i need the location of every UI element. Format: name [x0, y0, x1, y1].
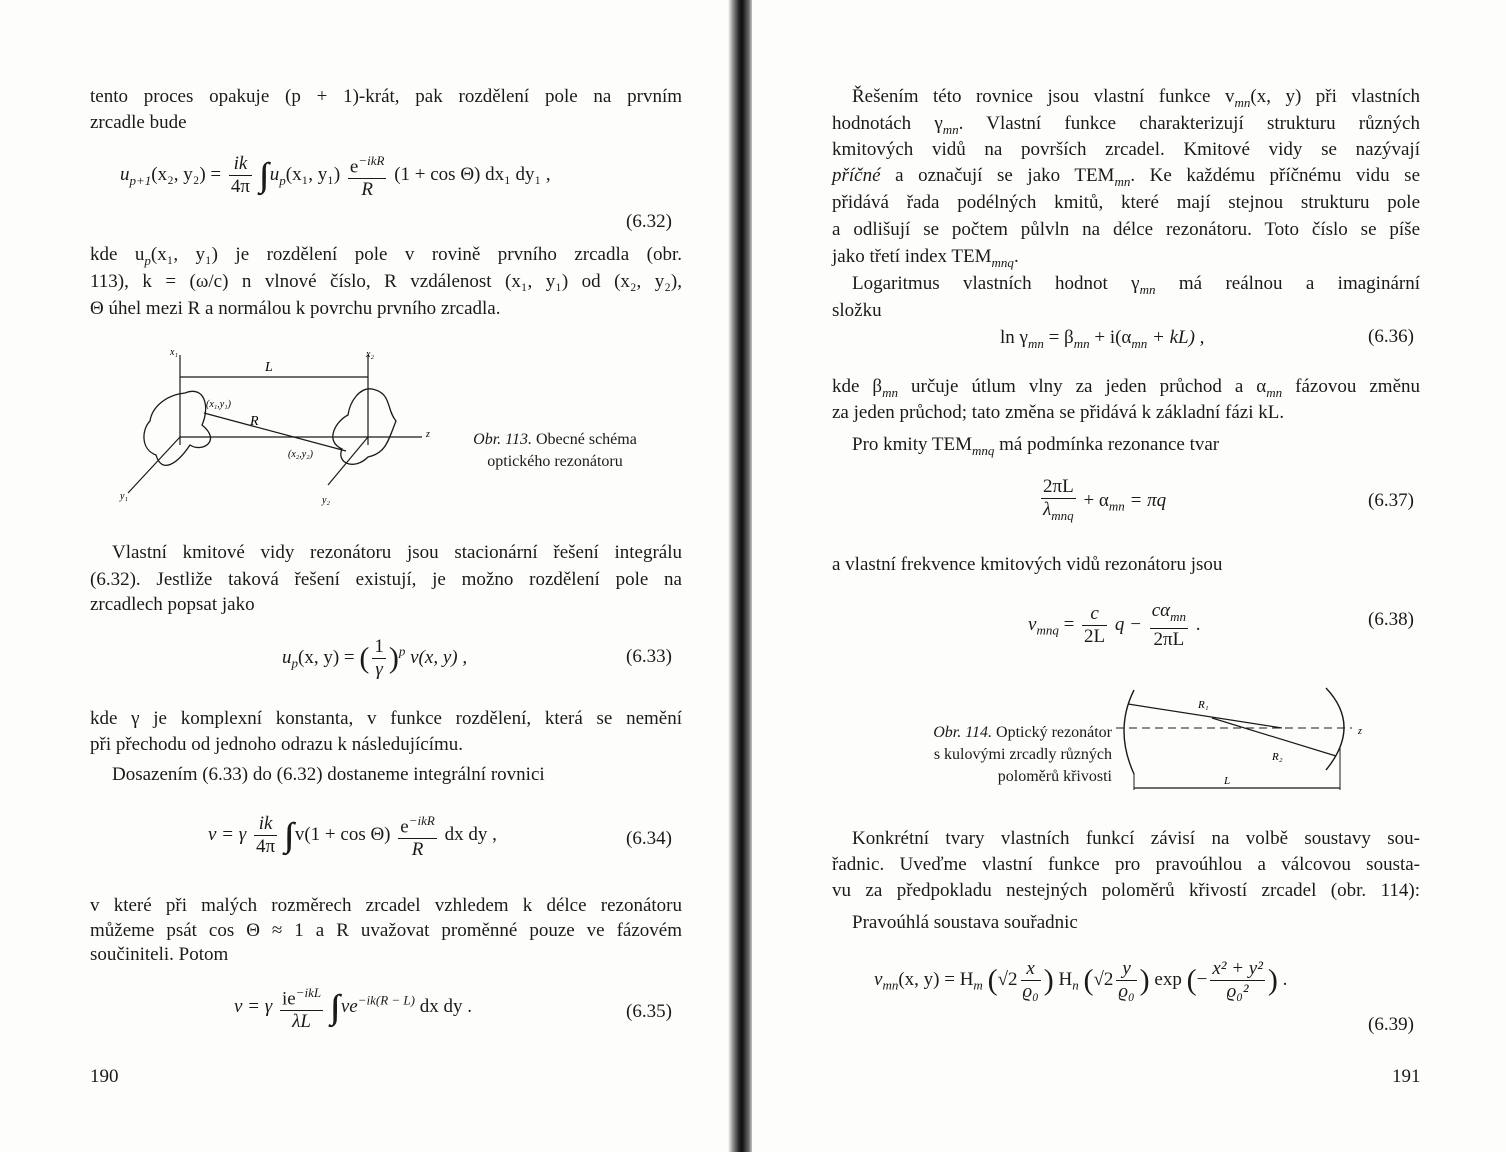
eq-minus: − — [1196, 968, 1208, 990]
text-segment: za jeden průchod; tato změna se přidává k základní fázi kL. — [832, 402, 1285, 423]
eq-subscript: n — [1072, 977, 1079, 993]
eq-denominator: γ — [375, 659, 383, 680]
text-segment: Dosazením (6.33) do (6.32) dostaneme integrální rovnici — [112, 764, 545, 785]
text-segment: kmitových vidů na površích zrcadel. Kmitové vidy se nazývají — [832, 139, 1420, 160]
eq-subscript: mn — [882, 977, 899, 993]
eq-integrand: v(1 + cos Θ) — [294, 824, 391, 846]
caption-line: poloměrů křivosti — [997, 768, 1112, 785]
text-line: zrcadle bude — [90, 112, 187, 133]
eq-args: (x₁, y₁) — [285, 164, 341, 186]
eq-numerator: 1 — [374, 636, 384, 657]
paragraph-line — [832, 190, 1420, 216]
paragraph-line — [852, 826, 1420, 852]
equation-6-36 — [1000, 326, 1204, 356]
text-segment: . — [1013, 246, 1019, 267]
paragraph-line — [90, 706, 682, 732]
text-segment: Θ úhel mezi R a normálou k povrchu prvního zrcadla. — [90, 298, 501, 319]
eq-numerator: c — [1082, 603, 1107, 626]
text-segment: má podmínka rezonance tvar — [994, 434, 1220, 455]
book-spine — [728, 0, 754, 1152]
text-segment: můžeme psát cos Θ ≈ 1 a R uvažovat proměnné pouze ve fázovém — [90, 920, 682, 941]
paragraph-line — [832, 217, 1420, 243]
eq-sqrt: √2 — [1093, 968, 1114, 990]
label-L: L — [1224, 775, 1231, 787]
text-segment: v které při malých rozměrech zrcadel vzhledem k délce rezonátoru — [90, 895, 682, 916]
eq-fraction — [254, 813, 277, 858]
paragraph-line — [832, 400, 1284, 426]
eq-denominator: ϱ₀ — [1022, 981, 1039, 1002]
label-point-1: (x₁,y₁) — [206, 399, 231, 410]
paragraph-line — [832, 852, 1420, 878]
equation-number: (6.35) — [626, 1001, 672, 1022]
label-x1: x₁ — [170, 347, 178, 358]
text-subscript: mn — [882, 384, 898, 400]
eq-lhs: v = γ — [208, 824, 247, 846]
eq-superscript: −ikR — [408, 813, 435, 828]
page-number: 190 — [90, 1066, 119, 1087]
eq-subscript: mnq — [1036, 622, 1059, 638]
ray-R — [204, 413, 346, 451]
text-segment: při přechodu od jednoho odrazu k následujícímu. — [90, 734, 464, 755]
caption-line: Optický rezonátor — [996, 724, 1112, 741]
text-subscript: mn — [1139, 281, 1156, 297]
eq-subscript: mn — [1131, 335, 1148, 351]
text-segment: a odlišují se počtem půlvln na délce rezonátoru. Toto číslo se píše — [832, 219, 1420, 240]
paragraph-line — [852, 271, 1420, 303]
eq-args: (x₂, y₂) = — [151, 164, 222, 186]
eq-fraction — [398, 810, 437, 861]
figure-113-caption — [450, 429, 660, 473]
eq-subscript: m — [973, 977, 983, 993]
label-R: R — [250, 414, 259, 429]
text-segment: Pravoúhlá soustava souřadnic — [852, 912, 1078, 933]
axis-y1 — [128, 437, 180, 493]
eq-subscript: p — [279, 172, 286, 188]
paragraph-line — [90, 942, 228, 968]
paragraph-line — [112, 540, 682, 566]
eq-fraction — [1041, 476, 1076, 527]
equation-6-34 — [208, 810, 497, 861]
text-subscript: mn — [942, 121, 959, 137]
label-L: L — [265, 360, 273, 375]
eq-numerator: e — [400, 816, 409, 838]
eq-denominator: 2L — [1084, 625, 1106, 647]
figure-114-diagram — [1112, 684, 1372, 794]
paragraph-line — [90, 732, 463, 758]
figure-114-caption — [862, 722, 1112, 788]
eq-rhs: + i(α — [1094, 327, 1132, 348]
equation-number: (6.32) — [626, 211, 672, 232]
eq-numerator: ie — [282, 988, 296, 1010]
page-number: 191 — [1392, 1066, 1421, 1087]
paragraph-line — [90, 918, 682, 944]
eq-rhs: v(x, y) , — [410, 646, 468, 668]
equation-6-33: $u_p(x$, y) = ( $\frac{1}{\gamma}$ )$^p$ v(x, y) , — [282, 636, 468, 680]
paragraph-line — [90, 592, 255, 618]
text-segment: vu za předpokladu nestejných poloměrů křivostí zrcadel (obr. 114): — [832, 880, 1420, 901]
equation-6-32 — [120, 150, 551, 201]
eq-subscript: mn — [1108, 498, 1125, 514]
paragraph-line — [90, 567, 682, 593]
caption-line: s kulovými zrcadly různých — [933, 746, 1112, 763]
text-subscript: p — [144, 252, 151, 268]
text-segment: kde γ je komplexní konstanta, v funkce rozdělení, která se nemění — [90, 708, 682, 729]
paragraph-line — [852, 432, 1219, 464]
text-segment: má reálnou a imaginární — [1155, 273, 1420, 294]
eq-denominator: R — [411, 839, 424, 861]
eq-exp: exp — [1154, 968, 1182, 990]
text-segment: součiniteli. Potom — [90, 944, 229, 965]
eq-rhs: + α — [1083, 489, 1109, 511]
eq-tail: . — [1282, 968, 1288, 990]
eq-symbol: u — [120, 164, 130, 186]
eq-fraction — [1021, 958, 1041, 1003]
eq-tail: (1 + cos Θ) dx₁ dy₁ , — [394, 164, 551, 186]
text-line: tento proces opakuje (p + 1)-krát, pak rozdělení pole na prvním — [90, 86, 682, 107]
text-segment: určuje útlum vlny za jeden průchod a α — [898, 376, 1267, 397]
paragraph-line — [832, 878, 1420, 904]
label-y1: y₁ — [120, 491, 128, 502]
paragraph-line — [832, 552, 1222, 578]
eq-lhs: v — [874, 968, 883, 990]
text-segment: zrcadlech popsat jako — [90, 594, 255, 615]
equation-number: (6.34) — [626, 828, 672, 849]
eq-fraction — [1150, 600, 1188, 651]
eq-subscript: mnq — [1051, 507, 1074, 523]
caption-line: Obecné schéma — [535, 431, 637, 448]
text-emphasis: příčné — [832, 165, 881, 186]
eq-args: (x, y) = — [298, 646, 355, 668]
figure-113-diagram — [110, 345, 440, 510]
eq-superscript: −ikL — [295, 985, 322, 1000]
eq-tail: dx dy . — [419, 996, 472, 1018]
eq-fraction — [1116, 958, 1136, 1003]
paragraph-line — [832, 137, 1420, 163]
equation-number: (6.37) — [1368, 490, 1414, 511]
eq-numerator: y — [1116, 958, 1136, 981]
eq-numerator: 2πL — [1043, 476, 1074, 497]
eq-fraction — [229, 153, 252, 198]
equation-number: (6.39) — [1368, 1014, 1414, 1035]
mirror-1-arc — [1124, 690, 1134, 774]
eq-numerator: x — [1021, 958, 1041, 981]
eq-numerator: cα — [1151, 600, 1171, 621]
text-subscript: mn — [1266, 384, 1283, 400]
text-subscript: mn — [1114, 173, 1131, 189]
eq-tail: + kL) , — [1152, 327, 1205, 348]
eq-fraction — [1210, 958, 1265, 1003]
text-segment: Vlastní kmitové vidy rezonátoru jsou stacionární řešení integrálu — [112, 542, 682, 563]
text-segment: Konkrétní tvary vlastních funkcí závisí na volbě soustavy sou- — [852, 828, 1420, 849]
eq-denominator: 2πL — [1153, 628, 1185, 650]
text-segment: . Vlastní funkce charakterizují strukturu různých — [958, 113, 1420, 134]
eq-numerator: x² + y² — [1212, 958, 1263, 979]
label-R1: R₁ — [1198, 699, 1209, 711]
text-segment: a označují se jako TEM — [880, 165, 1115, 186]
text-segment: řadnic. Uveďme vlastní funkce pro pravoúhlou a válcovou sousta- — [832, 854, 1420, 875]
eq-denominator: 4π — [230, 176, 250, 198]
text-segment: Řešením této rovnice jsou vlastní funkce v — [852, 86, 1235, 107]
eq-fraction — [348, 150, 387, 201]
eq-denominator: 4π — [256, 836, 276, 858]
text-segment: (x₁, y₁) je rozdělení pole v rovině prvního zrcadla (obr. — [150, 244, 682, 265]
eq-denominator: R — [361, 179, 373, 201]
text-segment: přidává řada podélných kmitů, které mají stejnou strukturu pole — [832, 192, 1420, 213]
eq-subscript: mn — [1073, 335, 1090, 351]
eq-integrand: ve — [340, 996, 358, 1018]
left-page — [0, 0, 732, 1152]
equation-number: (6.38) — [1368, 609, 1414, 630]
text-segment: . Ke každému příčnému vidu se — [1130, 165, 1420, 186]
text-segment: fázovou změnu — [1282, 376, 1420, 397]
label-z: z — [426, 429, 430, 440]
text-segment: (x, y) při vlastních — [1250, 86, 1421, 107]
text-segment: jako třetí index TEM — [832, 246, 992, 267]
label-z: z — [1358, 726, 1362, 737]
text-segment: hodnotách γ — [832, 113, 943, 134]
eq-numerator: ik — [254, 813, 277, 836]
text-subscript: mnq — [991, 254, 1014, 270]
eq-sqrt: √2 — [997, 968, 1018, 990]
eq-tail: dx dy , — [444, 824, 497, 846]
paragraph-line — [832, 298, 882, 324]
equation-6-37 — [1038, 476, 1166, 527]
eq-hermite: H — [1058, 968, 1073, 990]
eq-tail: . — [1195, 613, 1201, 635]
eq-denominator: ϱ₀ — [1118, 981, 1135, 1002]
eq-lhs: ν — [1028, 613, 1037, 635]
eq-numerator: e — [349, 156, 359, 178]
paragraph-line — [90, 296, 501, 322]
eq-subscript: mn — [1170, 608, 1187, 624]
paragraph-line — [90, 110, 187, 136]
text-segment: (6.32). Jestliže taková řešení existují, je možno rozdělení pole na — [90, 569, 682, 590]
eq-denominator: ϱ₀² — [1226, 981, 1249, 1002]
mirror-1-outline — [144, 391, 211, 465]
paragraph-line — [90, 893, 682, 919]
eq-symbol: u — [282, 646, 292, 668]
text-segment: Pro kmity TEM — [852, 434, 972, 455]
caption-line: optického rezonátoru — [487, 453, 623, 470]
eq-symbol: u — [269, 164, 280, 186]
eq-lhs: ln γ — [1000, 327, 1028, 348]
text-segment: složku — [832, 300, 882, 321]
eq-fraction — [280, 982, 323, 1033]
eq-numerator: ik — [229, 153, 252, 176]
equation-6-35 — [234, 982, 472, 1033]
eq-superscript: p — [398, 643, 406, 659]
eq-fraction — [1082, 603, 1107, 648]
eq-superscript: −ik(R − L) — [357, 992, 415, 1008]
eq-subscript: p+1 — [129, 172, 152, 188]
label-R2: R₂ — [1272, 751, 1283, 763]
mirror-2-arc — [1326, 688, 1344, 770]
caption-prefix: Obr. 113. — [473, 431, 532, 448]
right-page — [752, 0, 1506, 1152]
paragraph-line — [852, 910, 1078, 936]
caption-prefix: Obr. 114. — [933, 724, 993, 741]
paragraph — [90, 84, 682, 110]
equation-6-38 — [1028, 600, 1201, 651]
label-x2: x₂ — [366, 349, 374, 360]
eq-mid: = β — [1048, 327, 1074, 348]
eq-args: (x, y) = H — [898, 968, 974, 990]
text-subscript: mnq — [972, 442, 995, 458]
text-segment: kde u — [90, 244, 145, 265]
eq-lhs: v = γ — [234, 996, 273, 1018]
text-segment: 113), k = (ω/c) n vlnové číslo, R vzdálenost (x₁, y₁) od (x₂, y₂), — [90, 271, 682, 292]
eq-fraction — [372, 636, 386, 681]
eq-tail: = πq — [1129, 489, 1167, 511]
label-point-2: (x₂,y₂) — [288, 449, 313, 460]
text-segment: a vlastní frekvence kmitových vidů rezonátoru jsou — [832, 554, 1223, 575]
eq-denominator: λL — [292, 1011, 311, 1033]
equation-number: (6.33) — [626, 646, 672, 667]
text-subscript: mn — [1234, 94, 1251, 110]
text-segment: kde β — [832, 376, 883, 397]
paragraph-line — [112, 762, 545, 788]
equation-6-39: $v_{mn}(x$, $y) = H_m$ (√2 $\frac{x}{\text{ϱ₀}}$ ) $H_n$ (√2 $\frac{y}{\text{ϱ₀}}$ ) exp (− $\frac{\text{x² + y²}}{\text{ϱ₀²}}$ ) . — [874, 958, 1288, 1002]
eq-subscript: mn — [1027, 335, 1044, 351]
label-y2: y₂ — [322, 495, 330, 506]
eq-superscript: −ikR — [358, 153, 385, 168]
text-segment: Logaritmus vlastních hodnot γ — [852, 273, 1140, 294]
mirror-2-outline — [333, 389, 396, 465]
eq-mid: q − — [1114, 613, 1142, 635]
eq-denominator: λ — [1043, 499, 1052, 520]
eq-equals: = — [1063, 613, 1075, 635]
equation-number: (6.36) — [1368, 326, 1414, 347]
paragraph-line — [90, 269, 682, 295]
eq-subscript: p — [291, 655, 298, 671]
